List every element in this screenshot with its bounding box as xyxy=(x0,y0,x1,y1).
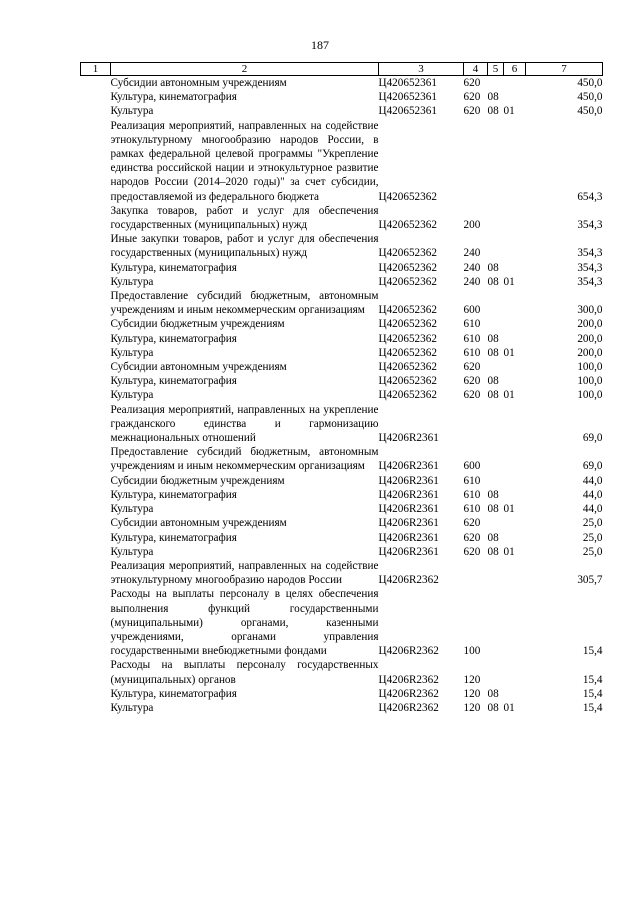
row-subsection xyxy=(504,119,526,204)
row-index-cell xyxy=(81,531,111,545)
row-target-code: Ц420652362 xyxy=(378,361,437,374)
row-target-code: Ц4206R2361 xyxy=(378,432,439,445)
table-row xyxy=(81,531,603,545)
row-name: Культура, кинематография xyxy=(110,91,237,104)
header-col-7: 7 xyxy=(526,63,603,76)
row-subsection xyxy=(504,261,526,275)
table-row xyxy=(81,403,603,446)
row-name: Реализация мероприятий, направленных на укрепление гражданского единства и гармонизацию межнациональных отношений xyxy=(110,403,379,445)
row-index-cell xyxy=(81,474,111,488)
row-amount: 44,0 xyxy=(582,488,603,501)
row-name: Расходы на выплаты персоналу в целях обеспечения выполнения функций государственными (муниципальными) органами, казенными учреждениями, органами управления государственными внебюджетными фондами xyxy=(110,588,379,658)
table-row xyxy=(81,559,603,587)
row-section xyxy=(488,289,504,317)
row-target-code: Ц4206R2361 xyxy=(378,488,439,501)
row-index-cell xyxy=(81,346,111,360)
header-row xyxy=(81,63,603,76)
row-expense-type: 600 xyxy=(463,304,481,317)
row-subsection xyxy=(504,76,526,91)
row-amount: 15,4 xyxy=(582,701,603,714)
row-expense-type: 620 xyxy=(463,517,481,530)
row-amount: 200,0 xyxy=(577,346,603,359)
row-section xyxy=(488,204,504,232)
row-expense-type: 610 xyxy=(463,474,481,487)
row-subsection xyxy=(504,531,526,545)
row-index-cell xyxy=(81,104,111,118)
row-section xyxy=(488,76,504,91)
row-subsection xyxy=(504,204,526,232)
header-col-2: 2 xyxy=(111,63,379,76)
row-subsection xyxy=(504,488,526,502)
row-index-cell xyxy=(81,317,111,331)
row-target-code: Ц420652361 xyxy=(378,91,437,104)
table-row xyxy=(81,119,603,204)
row-subsection: 01 xyxy=(503,701,515,714)
header-col-3: 3 xyxy=(379,63,464,76)
row-index-cell xyxy=(81,445,111,473)
row-target-code: Ц420652362 xyxy=(378,275,437,288)
row-amount: 100,0 xyxy=(577,389,603,402)
row-index-cell xyxy=(81,119,111,204)
table-row xyxy=(81,658,603,686)
row-subsection xyxy=(504,687,526,701)
row-name: Культура xyxy=(110,701,154,714)
table-row xyxy=(81,502,603,516)
row-section xyxy=(488,119,504,204)
row-amount: 100,0 xyxy=(577,361,603,374)
table-row xyxy=(81,275,603,289)
row-index-cell xyxy=(81,289,111,317)
row-subsection: 01 xyxy=(503,389,515,402)
row-expense-type: 610 xyxy=(463,318,481,331)
row-target-code: Ц4206R2361 xyxy=(378,531,439,544)
row-target-code: Ц420652362 xyxy=(378,389,437,402)
row-subsection xyxy=(504,232,526,260)
row-index-cell xyxy=(81,204,111,232)
row-amount: 25,0 xyxy=(582,531,603,544)
row-expense-type: 600 xyxy=(463,460,481,473)
row-expense-type: 620 xyxy=(463,531,481,544)
row-index-cell xyxy=(81,403,111,446)
row-expense-type: 620 xyxy=(463,389,481,402)
row-subsection: 01 xyxy=(503,275,515,288)
row-target-code: Ц4206R2361 xyxy=(378,503,439,516)
row-amount: 300,0 xyxy=(577,304,603,317)
row-amount: 100,0 xyxy=(577,375,603,388)
row-amount: 305,7 xyxy=(577,574,603,587)
table-row xyxy=(81,360,603,374)
row-name: Предоставление субсидий бюджетным, автономным учреждениям и иным некоммерческим организациям xyxy=(110,446,379,473)
table-row xyxy=(81,488,603,502)
row-index-cell xyxy=(81,90,111,104)
row-index-cell xyxy=(81,658,111,686)
row-name: Закупка товаров, работ и услуг для обеспечения государственных (муниципальных) нужд xyxy=(110,204,379,232)
row-index-cell xyxy=(81,488,111,502)
row-expense-type: 200 xyxy=(463,219,481,232)
row-section xyxy=(488,403,504,446)
row-index-cell xyxy=(81,516,111,530)
row-target-code: Ц4206R2362 xyxy=(378,673,439,686)
row-section xyxy=(488,445,504,473)
row-expense-type: 620 xyxy=(463,545,481,558)
row-name: Культура, кинематография xyxy=(110,375,237,388)
header-col-1: 1 xyxy=(81,63,111,76)
row-target-code: Ц420652361 xyxy=(378,105,437,118)
table-row xyxy=(81,104,603,118)
row-section: 08 xyxy=(487,261,499,274)
row-target-code: Ц420652362 xyxy=(378,219,437,232)
row-section: 08 xyxy=(487,503,499,516)
row-name: Расходы на выплаты персоналу государственных (муниципальных) органов xyxy=(110,659,379,686)
row-section: 08 xyxy=(487,375,499,388)
budget-table xyxy=(80,62,603,715)
row-subsection xyxy=(504,587,526,658)
row-target-code: Ц4206R2362 xyxy=(378,701,439,714)
row-target-code: Ц420652362 xyxy=(378,190,437,203)
row-subsection xyxy=(504,360,526,374)
row-subsection xyxy=(504,516,526,530)
table-row xyxy=(81,332,603,346)
page-number: 187 xyxy=(311,38,329,52)
table-row xyxy=(81,261,603,275)
row-amount: 354,3 xyxy=(577,261,603,274)
row-amount: 654,3 xyxy=(577,190,603,203)
table-row xyxy=(81,374,603,388)
row-amount: 69,0 xyxy=(582,432,603,445)
row-name: Реализация мероприятий, направленных на содействие этнокультурному многообразию народов России, в рамках федеральной целевой программы "Укрепление единства российской нации и этнокультурное развитие народов России (2014–2020 годы)" за счет субсидии, предоставляемой из федерального бюджета xyxy=(110,119,379,203)
row-name: Культура, кинематография xyxy=(110,687,237,700)
row-section xyxy=(488,232,504,260)
row-index-cell xyxy=(81,76,111,91)
row-section: 08 xyxy=(487,105,499,118)
row-name: Культура, кинематография xyxy=(110,261,237,274)
row-name: Субсидии бюджетным учреждениям xyxy=(110,318,285,331)
row-name: Культура, кинематография xyxy=(110,531,237,544)
row-index-cell xyxy=(81,374,111,388)
row-target-code: Ц4206R2362 xyxy=(378,574,439,587)
row-amount: 354,3 xyxy=(577,247,603,260)
table-row xyxy=(81,701,603,715)
row-target-code: Ц4206R2361 xyxy=(378,545,439,558)
row-amount: 450,0 xyxy=(577,77,603,89)
row-index-cell xyxy=(81,332,111,346)
row-subsection xyxy=(504,445,526,473)
row-expense-type: 620 xyxy=(463,105,481,118)
row-amount: 450,0 xyxy=(577,105,603,118)
row-section xyxy=(488,559,504,587)
row-section xyxy=(488,658,504,686)
row-expense-type: 120 xyxy=(463,673,481,686)
row-subsection: 01 xyxy=(503,503,515,516)
row-expense-type: 240 xyxy=(463,275,481,288)
row-name: Предоставление субсидий бюджетным, автономным учреждениям и иным некоммерческим организациям xyxy=(110,290,379,317)
row-expense-type: 610 xyxy=(463,488,481,501)
row-name: Субсидии автономным учреждениям xyxy=(110,517,287,530)
row-name: Иные закупки товаров, работ и услуг для обеспечения государственных (муниципальных) нужд xyxy=(110,233,379,260)
row-index-cell xyxy=(81,587,111,658)
row-target-code: Ц420652362 xyxy=(378,261,437,274)
row-section: 08 xyxy=(487,332,499,345)
row-section: 08 xyxy=(487,275,499,288)
row-section: 08 xyxy=(487,545,499,558)
row-subsection xyxy=(504,317,526,331)
row-amount: 44,0 xyxy=(582,474,603,487)
table-row xyxy=(81,346,603,360)
row-amount: 15,4 xyxy=(582,673,603,686)
table-row xyxy=(81,516,603,530)
row-section: 08 xyxy=(487,389,499,402)
table-row xyxy=(81,317,603,331)
row-index-cell xyxy=(81,545,111,559)
row-section: 08 xyxy=(487,91,499,104)
row-amount: 450,0 xyxy=(577,91,603,104)
table-row xyxy=(81,388,603,402)
row-index-cell xyxy=(81,559,111,587)
row-expense-type xyxy=(464,403,488,446)
row-subsection xyxy=(504,474,526,488)
row-subsection xyxy=(504,289,526,317)
row-name: Культура xyxy=(110,275,154,288)
table-row xyxy=(81,445,603,473)
row-subsection xyxy=(504,374,526,388)
row-index-cell xyxy=(81,701,111,715)
row-target-code: Ц420652362 xyxy=(378,318,437,331)
row-section xyxy=(488,516,504,530)
row-section xyxy=(488,474,504,488)
row-target-code: Ц420652362 xyxy=(378,332,437,345)
row-target-code: Ц4206R2361 xyxy=(378,474,439,487)
table-header xyxy=(81,63,603,76)
row-subsection: 01 xyxy=(503,105,515,118)
table-row xyxy=(81,76,603,91)
row-target-code: Ц4206R2361 xyxy=(378,517,439,530)
row-name: Субсидии бюджетным учреждениям xyxy=(110,474,285,487)
row-name: Реализация мероприятий, направленных на содействие этнокультурному многообразию народов России xyxy=(110,559,379,587)
row-index-cell xyxy=(81,232,111,260)
table-row xyxy=(81,474,603,488)
row-subsection xyxy=(504,90,526,104)
row-name: Культура xyxy=(110,105,154,118)
row-name: Культура xyxy=(110,503,154,516)
row-expense-type xyxy=(464,559,488,587)
row-expense-type: 620 xyxy=(463,361,481,374)
row-target-code: Ц420652362 xyxy=(378,304,437,317)
row-name: Культура, кинематография xyxy=(110,488,237,501)
row-expense-type: 100 xyxy=(463,645,481,658)
row-amount: 25,0 xyxy=(582,545,603,558)
row-index-cell xyxy=(81,261,111,275)
header-col-5: 5 xyxy=(488,63,504,76)
row-expense-type: 120 xyxy=(463,687,481,700)
table-row xyxy=(81,587,603,658)
row-section: 08 xyxy=(487,488,499,501)
row-expense-type: 620 xyxy=(463,77,481,89)
row-subsection: 01 xyxy=(503,545,515,558)
row-index-cell xyxy=(81,275,111,289)
table-row xyxy=(81,232,603,260)
row-expense-type: 610 xyxy=(463,346,481,359)
row-index-cell xyxy=(81,687,111,701)
row-amount: 69,0 xyxy=(582,460,603,473)
row-target-code: Ц4206R2361 xyxy=(378,460,439,473)
row-section: 08 xyxy=(487,701,499,714)
row-section: 08 xyxy=(487,687,499,700)
header-col-6: 6 xyxy=(504,63,526,76)
row-subsection xyxy=(504,332,526,346)
row-target-code: Ц4206R2362 xyxy=(378,645,439,658)
header-col-4: 4 xyxy=(464,63,488,76)
row-index-cell xyxy=(81,388,111,402)
row-target-code: Ц420652362 xyxy=(378,346,437,359)
row-name: Субсидии автономным учреждениям xyxy=(110,77,287,89)
row-section: 08 xyxy=(487,531,499,544)
row-amount: 200,0 xyxy=(577,332,603,345)
row-amount: 200,0 xyxy=(577,318,603,331)
row-subsection xyxy=(504,658,526,686)
row-name: Культура xyxy=(110,545,154,558)
row-amount: 354,3 xyxy=(577,219,603,232)
table-row xyxy=(81,545,603,559)
row-section xyxy=(488,317,504,331)
row-section: 08 xyxy=(487,346,499,359)
table-row xyxy=(81,90,603,104)
row-expense-type: 240 xyxy=(463,247,481,260)
row-expense-type: 610 xyxy=(463,332,481,345)
row-expense-type: 610 xyxy=(463,503,481,516)
row-index-cell xyxy=(81,502,111,516)
row-index-cell xyxy=(81,360,111,374)
row-section xyxy=(488,587,504,658)
table-row xyxy=(81,289,603,317)
row-subsection: 01 xyxy=(503,346,515,359)
row-subsection xyxy=(504,403,526,446)
row-amount: 44,0 xyxy=(582,503,603,516)
row-amount: 354,3 xyxy=(577,275,603,288)
row-name: Культура xyxy=(110,346,154,359)
row-amount: 25,0 xyxy=(582,517,603,530)
row-target-code: Ц420652362 xyxy=(378,375,437,388)
table-row xyxy=(81,204,603,232)
row-section xyxy=(488,360,504,374)
row-target-code: Ц420652361 xyxy=(378,77,437,89)
row-name: Культура xyxy=(110,389,154,402)
row-expense-type: 620 xyxy=(463,375,481,388)
row-expense-type xyxy=(464,119,488,204)
table-row xyxy=(81,687,603,701)
row-name: Культура, кинематография xyxy=(110,332,237,345)
row-subsection xyxy=(504,559,526,587)
row-name: Субсидии автономным учреждениям xyxy=(110,361,287,374)
row-expense-type: 240 xyxy=(463,261,481,274)
row-target-code: Ц4206R2362 xyxy=(378,687,439,700)
row-target-code: Ц420652362 xyxy=(378,247,437,260)
row-amount: 15,4 xyxy=(582,645,603,658)
row-expense-type: 120 xyxy=(463,701,481,714)
row-expense-type: 620 xyxy=(463,91,481,104)
table-body xyxy=(81,76,603,716)
row-amount: 15,4 xyxy=(582,687,603,700)
